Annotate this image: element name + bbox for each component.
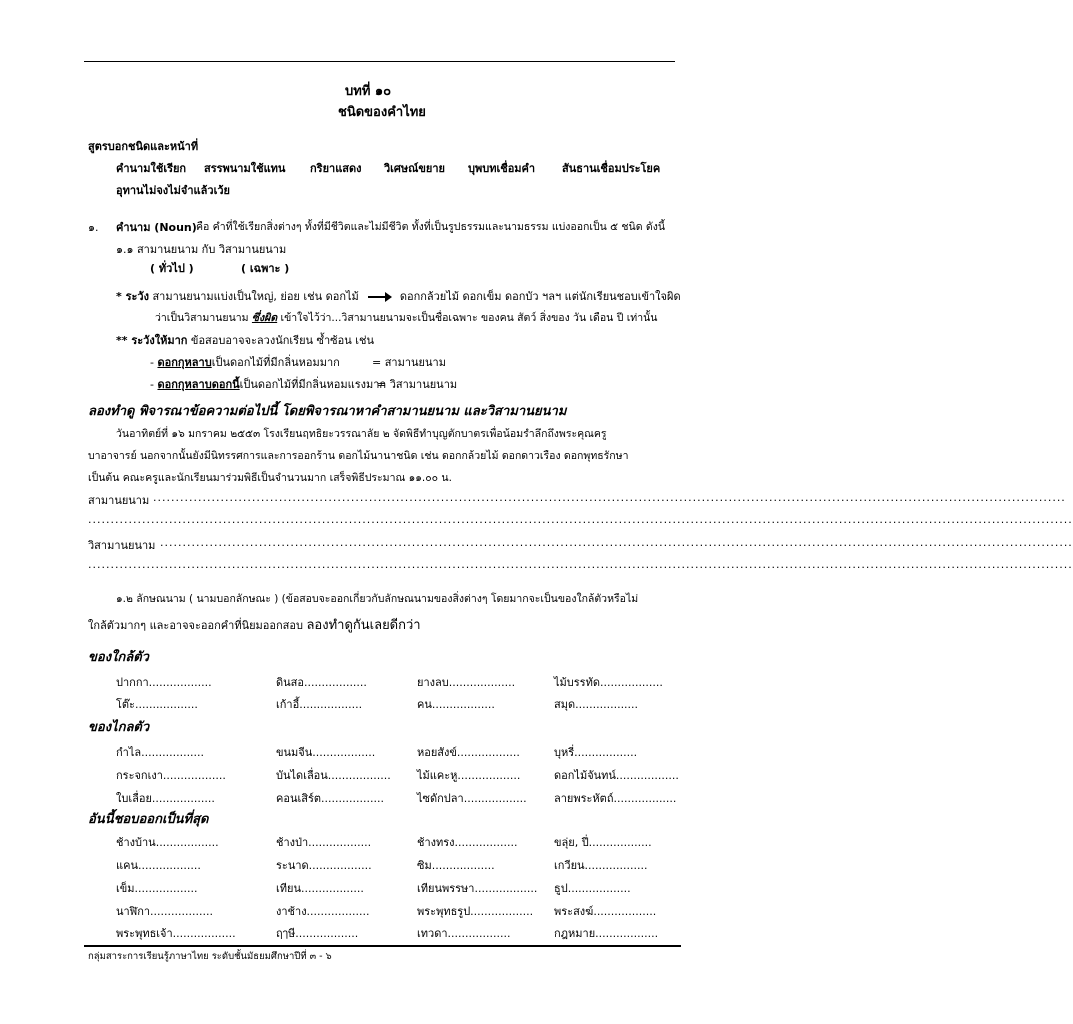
formula-item: กริยาแสดง <box>310 162 362 175</box>
classifier-item[interactable]: ไซดักปลา.................. <box>417 792 527 805</box>
tryit-heading <box>88 400 566 421</box>
answer-label-common: สามานยนาม <box>88 494 150 507</box>
classifier-item[interactable]: ใบเลื่อย.................. <box>116 792 215 805</box>
example-2 <box>150 375 386 393</box>
caution-label: ** ระวังให้มาก <box>116 334 188 347</box>
warning-line <box>116 287 681 305</box>
group-title: อันนี้ชอบออกเป็นที่สุด <box>88 812 209 827</box>
classifier-item[interactable]: บุหรี่.................. <box>554 746 638 759</box>
example-1-result: = สามานยนาม <box>372 356 446 369</box>
classifier-item[interactable]: ช้างทรง.................. <box>417 836 518 849</box>
caution-line <box>116 331 374 349</box>
formula-item: บุพบทเชื่อมคำ <box>468 162 536 175</box>
subsection-1-1: ๑.๑ สามานยนาม กับ วิสามานยนาม <box>116 243 287 256</box>
classifier-item[interactable]: ขลุ่ย, ปี่.................. <box>554 836 652 849</box>
classifier-item[interactable]: ซิม.................. <box>417 859 495 872</box>
classifier-item[interactable]: เกวียน.................. <box>554 859 648 872</box>
right-arrow-icon <box>368 296 390 298</box>
classifier-item[interactable]: สมุด.................. <box>554 698 639 711</box>
example-dash: - <box>150 356 154 369</box>
formula-title: สูตรบอกชนิดและหน้าที่ <box>88 140 199 153</box>
classifier-item[interactable]: นาฬิกา.................. <box>116 905 213 918</box>
general-note: ( ทั่วไป ) <box>150 262 194 275</box>
subsection-1-2-cont <box>88 614 421 635</box>
classifier-item[interactable]: ดินสอ.................. <box>276 676 367 689</box>
section-description: คือ คำที่ใช้เรียกสิ่งต่างๆ ทั้งที่มีชีวิตและไม่มีชีวิต ทั้งที่เป็นรูปธรรมและนามธรรม แบ่งออกเป็น ๕ ชนิด ดังนี้ <box>196 221 665 233</box>
classifier-item[interactable]: กฎหมาย.................. <box>554 927 659 940</box>
classifier-item[interactable]: เทวดา.................. <box>417 927 511 940</box>
classifier-item[interactable]: เทียน.................. <box>276 882 364 895</box>
warning2-a: ว่าเป็นวิสามานยนาม <box>155 312 249 324</box>
top-rule <box>84 61 675 62</box>
group-title: ของไกลตัว <box>88 720 150 735</box>
classifier-item[interactable]: กำไล.................. <box>116 746 205 759</box>
classifier-item[interactable]: ธูป.................. <box>554 882 631 895</box>
example-keyword: ดอกกุหลาบดอกนี้ <box>157 378 240 391</box>
classifier-item[interactable]: กระจกเงา.................. <box>116 769 226 782</box>
classifier-item[interactable]: แคน.................. <box>116 859 201 872</box>
classifier-item[interactable]: บันไดเลื่อน.................. <box>276 769 391 782</box>
classifier-item[interactable]: พระพุทธรูป.................. <box>417 905 534 918</box>
example-text: เป็นดอกไม้ที่มีกลิ่นหอมมาก <box>211 356 340 369</box>
formula-item: สรรพนามใช้แทน <box>204 162 286 175</box>
classifier-item[interactable]: คน.................. <box>417 698 495 711</box>
subsection-1-2-text: ใกล้ตัวมากๆ และอาจจะออกคำที่นิยมออกสอบ <box>88 619 303 632</box>
warning-text: สามานยนามแบ่งเป็นใหญ่, ย่อย เช่น ดอกไม้ <box>152 290 359 303</box>
tryit-title: ลองทำดู <box>88 404 135 419</box>
classifier-item[interactable]: ช้างบ้าน.................. <box>116 836 219 849</box>
warning2-wrong: ซึ่งผิด <box>251 312 278 324</box>
tryit-paragraph: บาอาจารย์ นอกจากนั้นยังมีนิทรรศการและการออกร้าน ดอกไม้นานาชนิด เช่น ดอกกล้วยไม้ ดอกดาวเรือง ดอกพุทธรักษา <box>88 450 629 462</box>
classifier-item[interactable]: ไม้บรรทัด.................. <box>554 676 663 689</box>
classifier-item[interactable]: เก้าอี้.................. <box>276 698 363 711</box>
classifier-item[interactable]: โต๊ะ.................. <box>116 698 198 711</box>
classifier-item[interactable]: คอนเสิร์ต.................. <box>276 792 384 805</box>
classifier-item[interactable]: หอยสังข์.................. <box>417 746 520 759</box>
answer-dots[interactable]: ........................................................................................................................................................................................................................... <box>88 558 1073 571</box>
section-number: ๑. <box>88 221 99 234</box>
classifier-item[interactable]: ไม้แคะหู.................. <box>417 769 521 782</box>
chapter-title: บทที่ ๑๐ <box>345 84 392 99</box>
formula-item: คำนามใช้เรียก <box>116 162 187 175</box>
example-2-result: = วิสามานยนาม <box>377 378 458 391</box>
formula-line2: อุทานไม่จงไม่จำแล้วเว้ย <box>116 184 230 197</box>
classifier-item[interactable]: ช้างป่า.................. <box>276 836 372 849</box>
example-keyword: ดอกกุหลาบ <box>157 356 212 369</box>
warning2-c: เข้าใจไว้ว่า...วิสามานยนามจะเป็นชื่อเฉพาะ ของคน สัตว์ สิ่งของ วัน เดือน ปี เท่านั้น <box>280 312 658 324</box>
footer-text: กลุ่มสาระการเรียนรู้ภาษาไทย ระดับชั้นมัธยมศึกษาปีที่ ๓ - ๖ <box>88 951 332 962</box>
classifier-item[interactable]: พระสงฆ์.................. <box>554 905 657 918</box>
warning-after: ดอกกล้วยไม้ ดอกเข็ม ดอกบัว ฯลฯ แต่นักเรียนชอบเข้าใจผิด <box>399 290 681 303</box>
formula-item: วิเศษณ์ขยาย <box>384 162 445 175</box>
group-title: ของใกล้ตัว <box>88 650 149 665</box>
warning-line-2 <box>155 309 657 326</box>
example-dash: - <box>150 378 154 391</box>
classifier-item[interactable]: ยางลบ................... <box>417 676 516 689</box>
classifier-item[interactable]: งาช้าง.................. <box>276 905 370 918</box>
example-text: เป็นดอกไม้ที่มีกลิ่นหอมแรงมาก <box>239 378 387 391</box>
caution-text: ข้อสอบอาจจะลวงนักเรียน ซ้ำซ้อน เช่น <box>190 334 375 347</box>
classifier-item[interactable]: เทียนพรรษา.................. <box>417 882 538 895</box>
classifier-item[interactable]: ฤๅษี.................. <box>276 927 359 940</box>
subsection-1-2-prompt: ลองทำดูกันเลยดีกว่า <box>306 618 421 633</box>
tryit-title-rest: พิจารณาข้อความต่อไปนี้ โดยพิจารณาหาคำสามานยนาม และวิสามานยนาม <box>134 404 567 419</box>
footer-rule <box>84 945 681 947</box>
subsection-1-2: ๑.๒ ลักษณนาม ( นามบอกลักษณะ ) (ข้อสอบจะออกเกี่ยวกับลักษณนามของสิ่งต่างๆ โดยมากจะเป็นของใกล้ตัวหรือไม่ <box>116 593 639 605</box>
answer-dots[interactable]: ........................................................................................................................................................................................................................... <box>88 513 1073 526</box>
chapter-subtitle: ชนิดของคำไทย <box>338 105 426 120</box>
classifier-item[interactable]: พระพุทธเจ้า.................. <box>116 927 236 940</box>
classifier-item[interactable]: ลายพระหัตถ์.................. <box>554 792 677 805</box>
classifier-item[interactable]: เข็ม.................. <box>116 882 198 895</box>
answer-label-proper: วิสามานยนาม <box>88 539 156 552</box>
classifier-item[interactable]: ขนมจีน.................. <box>276 746 376 759</box>
tryit-paragraph: วันอาทิตย์ที่ ๑๖ มกราคม ๒๕๕๓ โรงเรียนฤทธิยะวรรณาลัย ๒ จัดพิธีทำบุญตักบาตรเพื่อน้อมรำลึกถึงพระคุณครู <box>116 428 607 440</box>
tryit-paragraph: เป็นต้น คณะครูและนักเรียนมาร่วมพิธีเป็นจำนวนมาก เสร็จพิธีประมาณ ๑๑.๐๐ น. <box>88 472 452 484</box>
classifier-item[interactable]: ปากกา.................. <box>116 676 212 689</box>
classifier-item[interactable]: ดอกไม้จันทน์.................. <box>554 769 679 782</box>
answer-dots-proper[interactable]: ........................................................................................................................................................................................................... <box>160 536 1073 549</box>
example-1 <box>150 353 340 371</box>
answer-dots-common[interactable]: ........................................................................................................................................................................................................... <box>153 491 1066 504</box>
specific-note: ( เฉพาะ ) <box>241 262 290 275</box>
section-term: คำนาม (Noun) <box>116 221 197 234</box>
warning-label: * ระวัง <box>116 290 149 303</box>
classifier-item[interactable]: ระนาด.................. <box>276 859 372 872</box>
formula-item: สันธานเชื่อมประโยค <box>562 162 661 175</box>
